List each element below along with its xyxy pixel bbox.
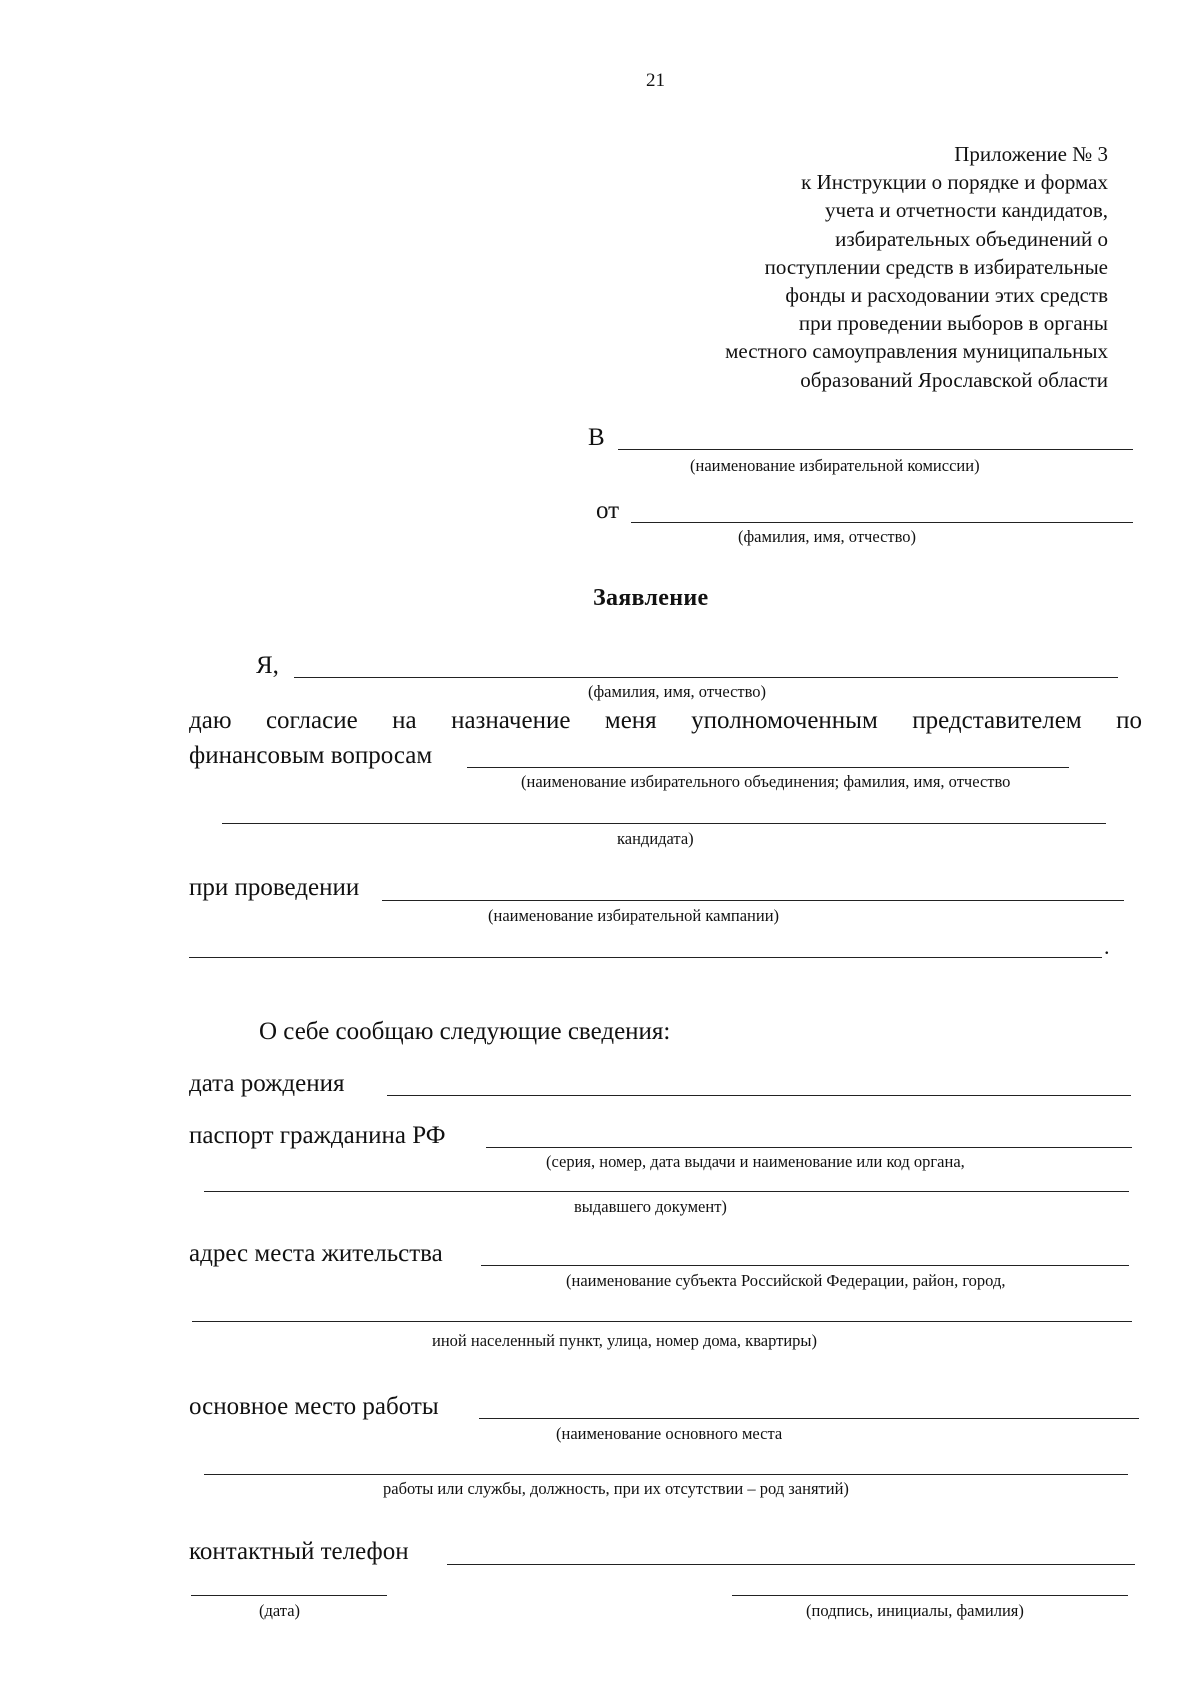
birth-date-field[interactable] (387, 1095, 1131, 1096)
signature-field[interactable] (732, 1595, 1128, 1596)
passport-field-continued[interactable] (204, 1191, 1129, 1192)
commission-caption: (наименование избирательной комиссии) (690, 456, 980, 475)
consent-word: назначение (451, 707, 571, 734)
consent-word: меня (604, 707, 657, 734)
address-caption: (наименование субъекта Российской Федерации, район, город, (566, 1271, 1006, 1290)
address-field[interactable] (481, 1265, 1129, 1266)
workplace-field-continued[interactable] (204, 1474, 1128, 1475)
info-intro: О себе сообщаю следующие сведения: (259, 1018, 671, 1045)
consent-word: даю (189, 707, 232, 734)
passport-caption: (серия, номер, дата выдачи и наименование или код органа, (546, 1152, 965, 1171)
consent-word: по (1116, 707, 1142, 734)
i-label: Я, (256, 652, 279, 679)
phone-label: контактный телефон (189, 1538, 409, 1565)
candidate-name-field[interactable] (222, 823, 1106, 824)
campaign-label: при проведении (189, 874, 360, 901)
consent-word: уполномоченным (691, 707, 878, 734)
sender-name-field[interactable] (631, 522, 1133, 523)
sender-caption: (фамилия, имя, отчество) (738, 527, 917, 546)
address-label: адрес места жительства (189, 1240, 443, 1267)
campaign-name-field[interactable] (382, 900, 1124, 901)
address-caption-continued: иной населенный пункт, улица, номер дома, квартиры) (432, 1331, 818, 1350)
signature-caption: (подпись, инициалы, фамилия) (806, 1601, 1024, 1620)
consent-word: согласие (265, 707, 358, 734)
workplace-caption-continued: работы или службы, должность, при их отсутствии – род занятий) (383, 1479, 849, 1498)
applicant-name-field[interactable] (294, 677, 1118, 678)
passport-field[interactable] (486, 1147, 1132, 1148)
association-caption: (наименование избирательного объединения; фамилия, имя, отчество (521, 772, 1011, 791)
appendix-line: образований Ярославской области (800, 367, 1108, 392)
appendix-line: Приложение № 3 (954, 142, 1108, 166)
campaign-name-field-continued[interactable] (189, 957, 1102, 958)
finance-label: финансовым вопросам (189, 742, 433, 769)
address-field-continued[interactable] (192, 1321, 1132, 1322)
document-title: Заявление (593, 585, 709, 611)
consent-line (189, 707, 1142, 735)
date-caption: (дата) (259, 1601, 301, 1620)
page-number: 21 (646, 70, 665, 91)
end-period: . (1104, 934, 1110, 959)
appendix-note (725, 140, 1108, 394)
candidate-caption: кандидата) (617, 829, 694, 848)
to-label: В (588, 424, 605, 451)
appendix-line: избирательных объединений о (835, 226, 1108, 251)
appendix-line: поступлении средств в избирательные (764, 254, 1108, 279)
workplace-label: основное место работы (189, 1393, 439, 1420)
workplace-caption: (наименование основного места (556, 1424, 783, 1443)
consent-word: представителем (912, 707, 1082, 734)
appendix-line: к Инструкции о порядке и формах (801, 170, 1108, 195)
appendix-line: фонды и расходовании этих средств (785, 283, 1108, 308)
association-name-field[interactable] (467, 767, 1069, 768)
workplace-field[interactable] (479, 1418, 1139, 1419)
applicant-name-caption: (фамилия, имя, отчество) (588, 682, 767, 701)
from-label: от (596, 497, 620, 524)
passport-label: паспорт гражданина РФ (189, 1122, 446, 1149)
commission-name-field[interactable] (618, 449, 1133, 450)
consent-word: на (392, 707, 417, 734)
campaign-caption: (наименование избирательной кампании) (488, 906, 780, 925)
date-field[interactable] (191, 1595, 387, 1596)
passport-caption-continued: выдавшего документ) (574, 1197, 727, 1216)
birth-date-label: дата рождения (189, 1070, 345, 1097)
appendix-line: при проведении выборов в органы (798, 311, 1108, 336)
appendix-line: учета и отчетности кандидатов, (825, 198, 1108, 223)
appendix-line: местного самоуправления муниципальных (725, 339, 1108, 364)
phone-field[interactable] (447, 1564, 1135, 1565)
